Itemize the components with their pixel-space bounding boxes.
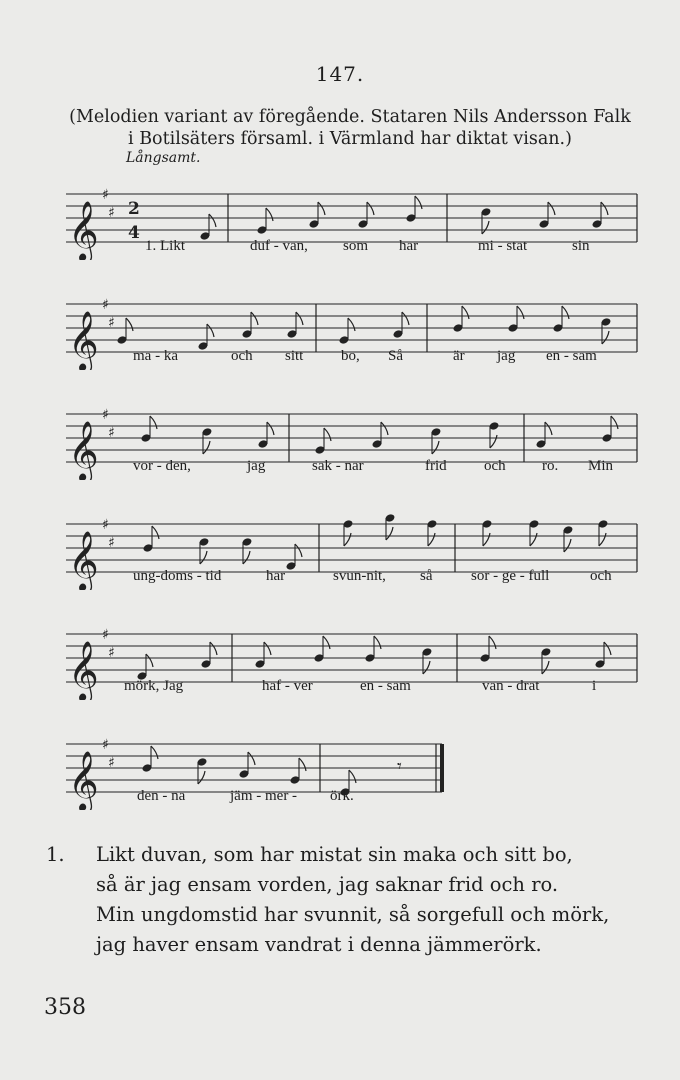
- lyric-syllable: van - drat: [482, 678, 540, 694]
- note-flag: [402, 312, 409, 325]
- sharp-icon: ♯: [102, 297, 109, 313]
- verse-line: så är jag ensam vorden, jag saknar frid och ro.: [96, 873, 559, 896]
- lyric-syllable: mi - stat: [478, 238, 528, 254]
- note-flag: [266, 208, 273, 221]
- lyric-syllable: och: [231, 348, 253, 364]
- note-flag: [203, 441, 210, 454]
- tempo-marking: Långsamt.: [126, 150, 201, 166]
- note-flag: [601, 202, 608, 215]
- note-flag: [251, 312, 258, 325]
- lyric-syllable: sin: [572, 238, 590, 254]
- note-flag: [248, 752, 255, 765]
- lyric-syllable: Min: [588, 458, 614, 474]
- note-flag: [548, 202, 555, 215]
- sharp-icon: ♯: [102, 517, 109, 533]
- note-flag: [542, 661, 549, 674]
- note-flag: [152, 526, 159, 539]
- lyric-syllable: jag: [247, 458, 266, 474]
- lyric-syllable: Så: [388, 348, 403, 364]
- note-flag: [517, 306, 524, 319]
- lyric-syllable: är: [453, 348, 465, 364]
- note-flag: [324, 428, 331, 441]
- sharp-icon: ♯: [108, 535, 115, 551]
- note-flag: [381, 422, 388, 435]
- lyric-syllable: så: [420, 568, 433, 584]
- verse-lines: [96, 840, 666, 960]
- treble-clef-icon: 𝄞: [68, 421, 99, 480]
- song-number: 147.: [315, 62, 365, 86]
- lyric-syllable: en - sam: [360, 678, 411, 694]
- treble-clef-icon: 𝄞: [68, 751, 99, 810]
- note-flag: [483, 533, 490, 546]
- note-flag: [200, 551, 207, 564]
- verse-line: Min ungdomstid har svunnit, så sorgefull och mörk,: [96, 903, 610, 926]
- treble-clef-icon: 𝄞: [68, 531, 99, 590]
- note-flag: [151, 746, 158, 759]
- note-flag: [423, 661, 430, 674]
- lyric-syllable: ma - ka: [133, 348, 178, 364]
- note-flag: [564, 539, 571, 552]
- note-flag: [264, 642, 271, 655]
- lyric-syllable: som: [343, 238, 369, 254]
- staff-system: [0, 400, 680, 510]
- lyric-syllable: sitt: [285, 348, 304, 364]
- note-flag: [243, 551, 250, 564]
- note-flag: [146, 654, 153, 667]
- lyric-syllable: vor - den,: [133, 458, 191, 474]
- note-flag: [432, 441, 439, 454]
- lyric-syllable: mörk, Jag: [124, 678, 184, 694]
- note-flag: [367, 202, 374, 215]
- sharp-icon: ♯: [102, 627, 109, 643]
- time-signature-denominator: 4: [128, 223, 140, 243]
- treble-clef-icon: 𝄞: [68, 641, 99, 700]
- note-flag: [344, 533, 351, 546]
- lyric-syllable: 1. Likt: [145, 238, 185, 254]
- eighth-rest-icon: 𝄾: [397, 756, 402, 777]
- lyric-syllable: den - na: [137, 788, 186, 804]
- lyric-syllable: sor - ge - full: [471, 568, 550, 584]
- staff-system: [0, 620, 680, 730]
- note-flag: [462, 306, 469, 319]
- page-number: 358: [44, 995, 86, 1020]
- lyric-syllable: har: [266, 568, 286, 584]
- staff-system: [0, 730, 680, 840]
- note-flag: [207, 324, 214, 337]
- sharp-icon: ♯: [108, 425, 115, 441]
- note-flag: [150, 416, 157, 429]
- note-flag: [374, 636, 381, 649]
- time-signature-numerator: 2: [128, 199, 140, 219]
- lyric-syllable: jag: [497, 348, 516, 364]
- note-flag: [482, 221, 489, 234]
- treble-clef-icon: 𝄞: [68, 311, 99, 370]
- note-flag: [611, 416, 618, 429]
- staff-system: [0, 510, 680, 620]
- note-flag: [126, 318, 133, 331]
- note-flag: [604, 642, 611, 655]
- note-flag: [209, 214, 216, 227]
- lyric-syllable: örk.: [330, 788, 354, 804]
- note-flag: [318, 202, 325, 215]
- note-flag: [198, 771, 205, 784]
- note-flag: [545, 422, 552, 435]
- note-flag: [530, 533, 537, 546]
- note-flag: [295, 544, 302, 557]
- lyric-syllable: och: [484, 458, 506, 474]
- note-flag: [415, 196, 422, 209]
- lyric-syllable: svun-nit,: [333, 568, 386, 584]
- lyric-syllable: frid: [425, 458, 447, 474]
- note-flag: [490, 435, 497, 448]
- note-flag: [349, 770, 356, 783]
- header-note-line-2: i Botilsäters församl. i Värmland har diktat visan.): [128, 129, 572, 149]
- verse-line: jag haver ensam vandrat i denna jämmerörk.: [96, 933, 542, 956]
- lyric-syllable: haf - ver: [262, 678, 313, 694]
- staff-system: [0, 290, 680, 400]
- note-flag: [489, 636, 496, 649]
- staff-lines: [0, 620, 680, 700]
- lyric-syllable: i: [592, 678, 597, 694]
- lyric-syllable: ro.: [542, 458, 559, 474]
- note-flag: [386, 527, 393, 540]
- sharp-icon: ♯: [108, 205, 115, 221]
- note-flag: [428, 533, 435, 546]
- note-flag: [348, 318, 355, 331]
- verse-line: Likt duvan, som har mistat sin maka och sitt bo,: [96, 843, 573, 866]
- lyric-syllable: en - sam: [546, 348, 597, 364]
- sharp-icon: ♯: [102, 187, 109, 203]
- lyric-syllable: har: [399, 238, 419, 254]
- sharp-icon: ♯: [108, 645, 115, 661]
- note-flag: [562, 306, 569, 319]
- sharp-icon: ♯: [108, 755, 115, 771]
- note-flag: [299, 758, 306, 771]
- verse-number: 1.: [46, 843, 65, 866]
- staff-system: [0, 180, 680, 290]
- sharp-icon: ♯: [108, 315, 115, 331]
- lyric-syllable: duf - van,: [250, 238, 308, 254]
- header-note: [40, 106, 660, 150]
- note-flag: [599, 533, 606, 546]
- note-flag: [267, 422, 274, 435]
- lyric-syllable: och: [590, 568, 612, 584]
- note-flag: [210, 642, 217, 655]
- sharp-icon: ♯: [102, 407, 109, 423]
- note-flag: [323, 636, 330, 649]
- lyric-syllable: sak - nar: [312, 458, 364, 474]
- treble-clef-icon: 𝄞: [68, 201, 99, 260]
- note-flag: [296, 312, 303, 325]
- note-flag: [602, 331, 609, 344]
- sharp-icon: ♯: [102, 737, 109, 753]
- lyric-syllable: ung-doms - tid: [133, 568, 222, 584]
- lyric-syllable: bo,: [341, 348, 360, 364]
- header-note-line-1: (Melodien variant av föregående. Stataren Nils Andersson Falk: [69, 107, 631, 127]
- lyric-syllable: jäm - mer -: [230, 788, 298, 804]
